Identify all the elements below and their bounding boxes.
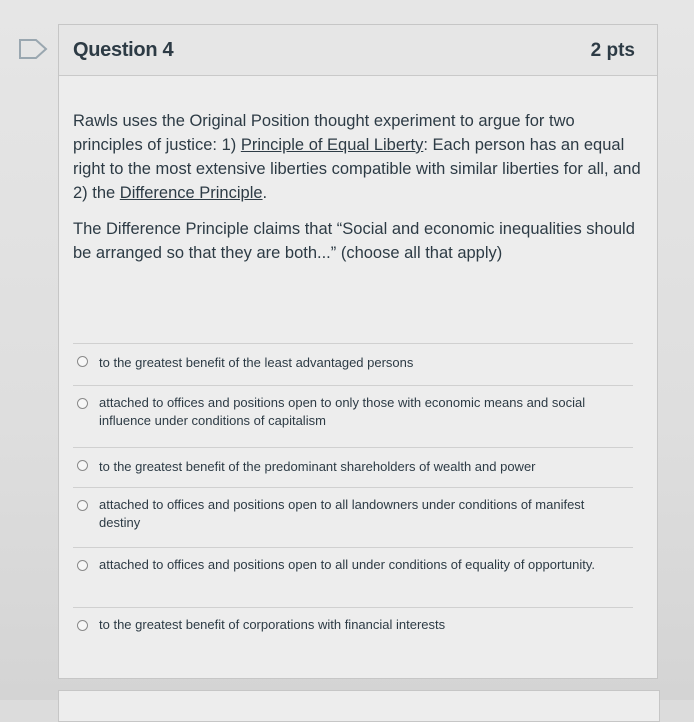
- answer-label[interactable]: to the greatest benefit of the least advantaged persons: [99, 355, 414, 370]
- answer-option[interactable]: [73, 385, 633, 444]
- prompt-paragraph-1: [73, 109, 643, 205]
- question-points: 2 pts: [590, 40, 635, 61]
- difference-principle-link[interactable]: Difference Principle: [119, 184, 263, 202]
- principle-equal-liberty-link[interactable]: Principle of Equal Liberty: [240, 136, 424, 154]
- next-question-card: [58, 690, 660, 722]
- flag-icon[interactable]: [18, 38, 48, 60]
- answer-option[interactable]: [73, 343, 633, 382]
- checkbox-icon[interactable]: [77, 560, 88, 571]
- checkbox-icon[interactable]: [77, 500, 88, 511]
- answer-option[interactable]: [73, 487, 633, 544]
- answer-label[interactable]: to the greatest benefit of the predominant shareholders of wealth and power: [99, 459, 536, 474]
- checkbox-icon[interactable]: [77, 620, 88, 631]
- question-header: [59, 25, 657, 76]
- question-title: Question 4: [73, 39, 174, 61]
- prompt-text: .: [262, 184, 268, 202]
- answer-label[interactable]: to the greatest benefit of corporations with financial interests: [99, 617, 446, 632]
- prompt-text: Rawls uses the Original Position thought experiment to argue for two principles of justice: 1): [73, 112, 575, 154]
- question-prompt: [73, 109, 643, 277]
- answer-option[interactable]: [73, 547, 633, 604]
- answer-label[interactable]: attached to offices and positions open to all landowners under conditions of manifest destiny: [99, 497, 585, 530]
- answer-label[interactable]: attached to offices and positions open to all under conditions of equality of opportunity.: [99, 557, 596, 572]
- answer-option[interactable]: [73, 447, 633, 484]
- checkbox-icon[interactable]: [77, 356, 88, 367]
- checkbox-icon[interactable]: [77, 460, 88, 471]
- question-card: [58, 24, 658, 679]
- prompt-text: : Each person has an equal right to the most extensive liberties compatible with similar liberties for all, and 2) the: [73, 136, 641, 202]
- answer-option[interactable]: [73, 607, 633, 646]
- prompt-paragraph-2: The Difference Principle claims that “Social and economic inequalities should be arranged so that they are both...” (choose all that apply): [73, 220, 635, 262]
- answer-label[interactable]: attached to offices and positions open to only those with economic means and social influence under conditions of capitalism: [99, 395, 586, 428]
- checkbox-icon[interactable]: [77, 398, 88, 409]
